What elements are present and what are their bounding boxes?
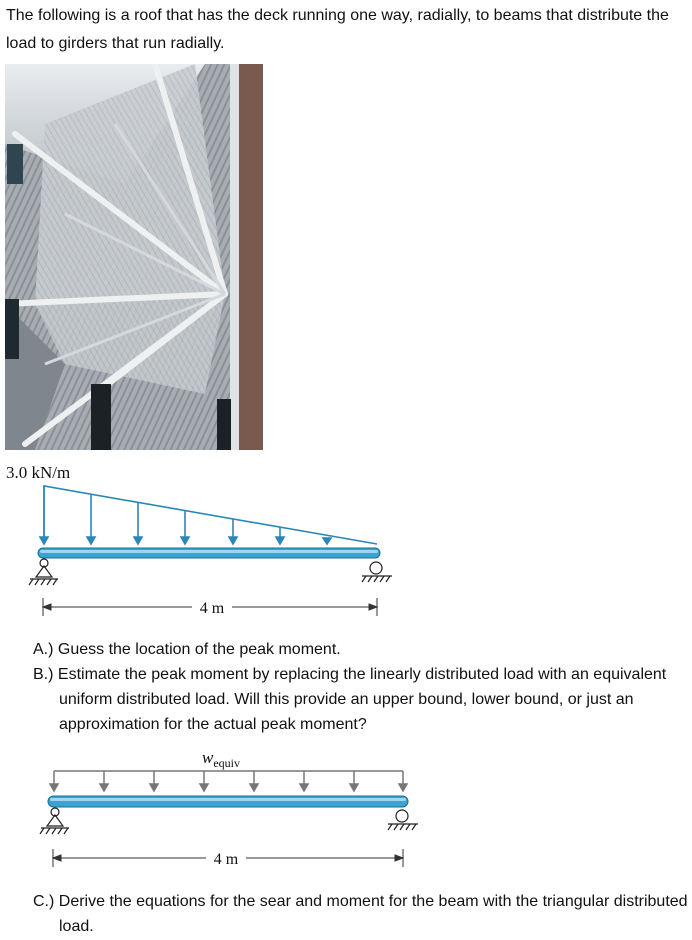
uniform-load-label: $w_{equiv}$	[202, 748, 241, 770]
pin-support-left	[29, 559, 58, 585]
roller-support-right	[388, 810, 418, 830]
question-a: A.) Guess the location of the peak moment.	[33, 641, 341, 658]
beam-figure-uniform	[0, 745, 692, 880]
load-arrows	[40, 486, 331, 544]
question-b: B.) Estimate the peak moment by replacing the linearly distributed load with an equivalent uniform distributed load. Will this provide an upper bound, lower bound, or just an approximation for the actual peak moment?	[33, 666, 667, 733]
beam	[48, 796, 408, 807]
question-c: C.) Derive the equations for the sear and moment for the beam with the triangular distributed load.	[33, 893, 688, 935]
roof-photo	[5, 64, 263, 450]
uniform-load	[50, 771, 407, 791]
span-label: 4 m	[213, 851, 239, 868]
span-label: 4 m	[199, 600, 225, 617]
load-magnitude-label: 3.0 kN/m	[6, 463, 71, 482]
pin-support-left	[40, 808, 69, 834]
intro-text: The following is a roof that has the deck running one way, radially, to beams that distribute the load to girders that run radially.	[6, 7, 669, 52]
roller-support-right	[362, 562, 392, 582]
beam-figure-triangular	[0, 458, 692, 628]
load-outline	[44, 486, 377, 544]
